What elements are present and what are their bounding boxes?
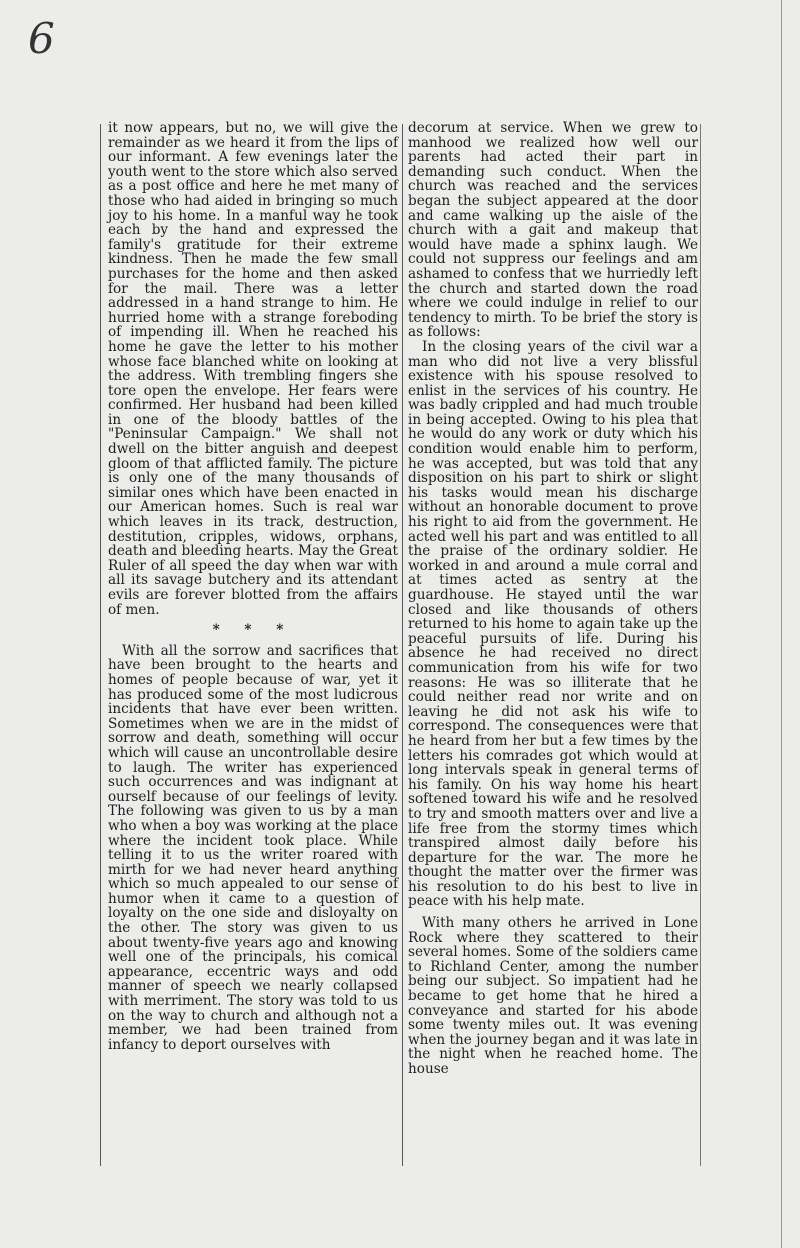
column-rule-middle <box>402 124 403 1166</box>
right-paragraph-3: With many others he arrived in Lone Rock where they scattered to their several homes. Some of the soldiers came to Richland Center, among the number being our subject. So impatient had he became to get home that he hired a conveyance and started for his abode some twenty miles out. It was evening when the journey began and it was late in the night when he reached home. The house <box>408 915 698 1077</box>
page-number: 6 <box>28 14 55 63</box>
section-separator: * * * <box>212 622 294 639</box>
left-paragraph-1: it now appears, but no, we will give the remainder as we heard it from the lips of our informant. A few evenings later the youth went to the store which also served as a post office and here he met many of those who had aided in bringing so much joy to his home. In a manful way he took each by the hand and expressed the family's gratitude for their extreme kindness. Then he made the few small purchases for the home and then asked for the mail. There was a letter addressed in a hand strange to him. He hurried home with a strange foreboding of impending ill. When he reached his home he gave the letter to his mother whose face blanched white on looking at the address. With trembling fingers she tore open the envelope. Her fears were confirmed. Her husband had been killed in one of the bloody battles of the "Peninsular Campaign." We shall not dwell on the bitter anguish and deepest gloom of that afflicted family. The picture is only one of the many thousands of similar ones which have been enacted in our American homes. Such is real war which leaves in its track, destruction, destitution, cripples, widows, orphans, death and bleeding hearts. May the Great Ruler of all speed the day when war with all its savage butchery and its attendant evils are forever blotted from the affairs of men. <box>108 120 398 618</box>
right-column <box>408 121 698 1077</box>
column-rule-right <box>700 124 701 1166</box>
column-rule-left <box>100 124 101 1166</box>
page-edge-line <box>781 0 782 1248</box>
right-paragraph-1: decorum at service. When we grew to manhood we realized how well our parents had acted their part in demanding such conduct. When the church was reached and the services began the subject appeared at the door and came walking up the aisle of the church with a gait and makeup that would have made a sphinx laugh. We could not suppress our feelings and am ashamed to confess that we hurriedly left the church and started down the road where we could indulge in relief to our tendency to mirth. To be brief the story is as follows: <box>408 120 698 341</box>
right-paragraph-2: In the closing years of the civil war a man who did not live a very blissful existence with his spouse resolved to enlist in the services of his country. He was badly crippled and had much trouble in being accepted. Owing to his plea that he would do any work or duty which his condition would enable him to perform, he was accepted, but was told that any disposition on his part to shirk or slight his tasks would mean his discharge without an honorable document to prove his right to aid from the government. He acted well his part and was entitled to all the praise of the ordinary soldier. He worked in and around a mule corral and at times acted as sentry at the guardhouse. He stayed until the war closed and like thousands of others returned to his home to again take up the peaceful pursuits of life. During his absence he had received no direct communication from his wife for two reasons: He was so illiterate that he could neither read nor write and on leaving he did not ask his wife to correspond. The consequences were that he heard from her but a few times by the letters his comrades got which would at long intervals speak in general terms of his family. On his way home his heart softened toward his wife and he resolved to try and smooth matters over and live a life free from the stormy times which transpired almost daily before his departure for the war. The more he thought the matter over the firmer was his resolution to do his best to live in peace with his help mate. <box>408 338 698 910</box>
left-column <box>108 121 398 1052</box>
left-paragraph-2: With all the sorrow and sacrifices that have been brought to the hearts and homes of people because of war, yet it has produced some of the most ludicrous incidents that have ever been written. Sometimes when we are in the midst of sorrow and death, something will occur which will cause an uncontrollable desire to laugh. The writer has experienced such occurrences and was indignant at ourself because of our feelings of levity. The following was given to us by a man who when a boy was working at the place where the incident took place. While telling it to us the writer roared with mirth for we had never heard anything which so much appealed to our sense of humor when it came to a question of loyalty on the one side and disloyalty on the other. The story was given to us about twenty-five years ago and knowing well one of the principals, his comical appearance, eccentric ways and odd manner of speech we nearly collapsed with merriment. The story was told to us on the way to church and although not a member, we had been trained from infancy to deport ourselves with <box>108 642 398 1053</box>
